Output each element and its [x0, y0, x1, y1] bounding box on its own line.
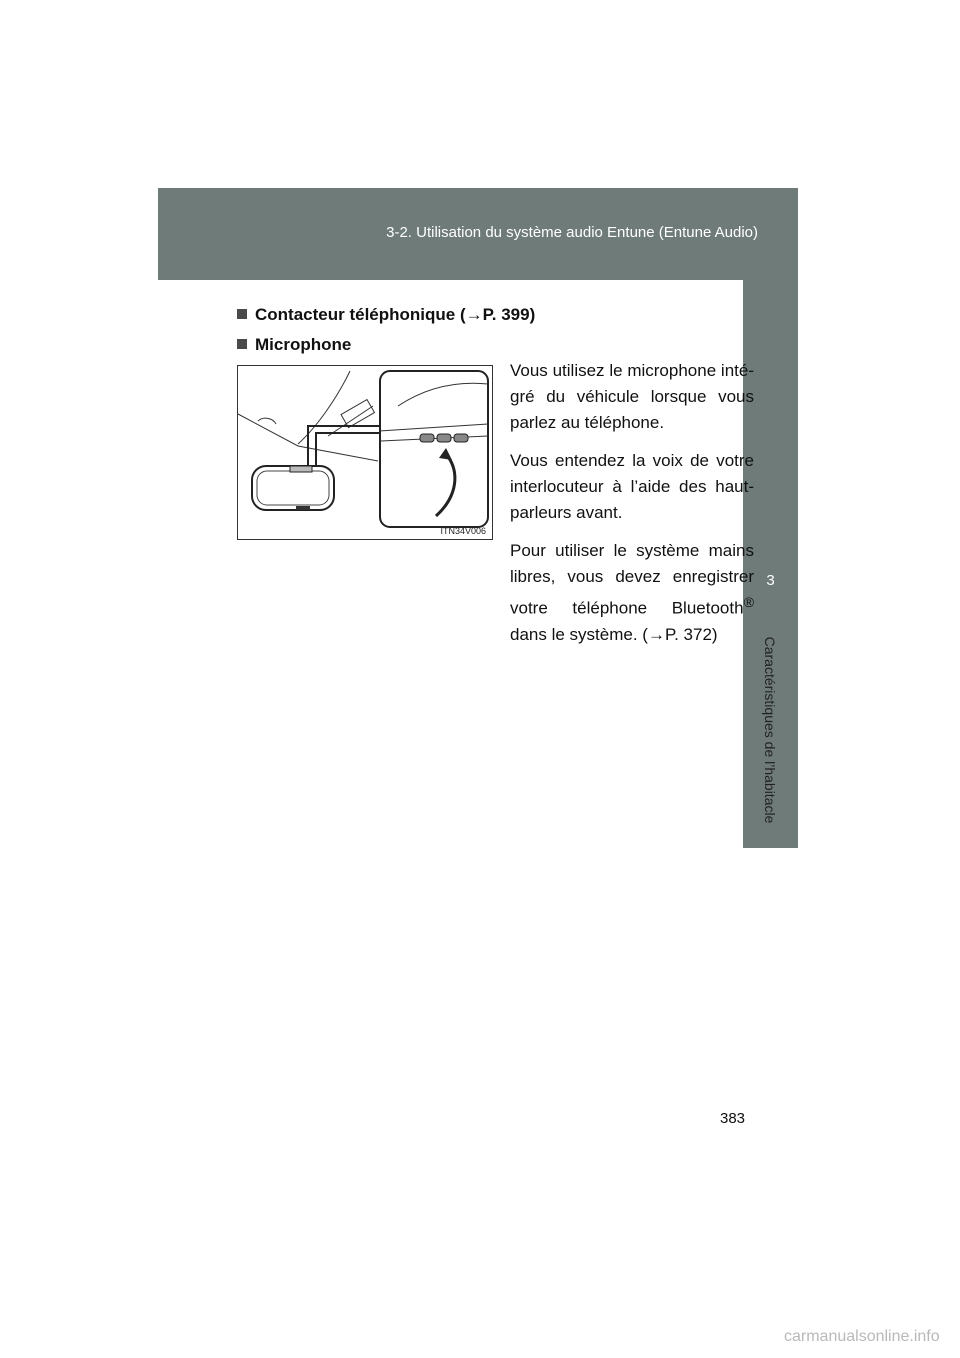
square-bullet-icon	[237, 309, 247, 319]
heading-phone-switch: Contacteur téléphonique (→P. 399)	[237, 305, 535, 325]
paragraph: Vous entendez la voix de votre interlocuteur à l’aide des haut-parleurs avant.	[510, 451, 754, 522]
microphone-illustration	[237, 365, 493, 540]
header-band	[158, 188, 798, 280]
watermark: carmanualsonline.info	[784, 1328, 940, 1345]
square-bullet-icon	[237, 339, 247, 349]
mirror-microphone-drawing	[238, 366, 494, 541]
section-title: 3-2. Utilisation du système audio Entune (Entune Audio)	[386, 224, 758, 241]
body-text	[510, 358, 754, 660]
heading-microphone: Microphone	[237, 335, 351, 355]
paragraph: Vous utilisez le microphone inté-gré du véhicule lorsque vous parlez au téléphone.	[510, 361, 754, 432]
registered-mark: ®	[743, 595, 754, 611]
figure-code: ITN34V006	[440, 526, 486, 536]
chapter-label: Caractéristiques de l’habitacle	[762, 636, 778, 824]
paragraph: Pour utiliser le système mains libres, vous devez enregistrer votre téléphone Bluetooth® dans le système. (→P. 372)	[510, 541, 754, 644]
chapter-number: 3	[766, 572, 775, 589]
page-number: 383	[720, 1110, 746, 1127]
